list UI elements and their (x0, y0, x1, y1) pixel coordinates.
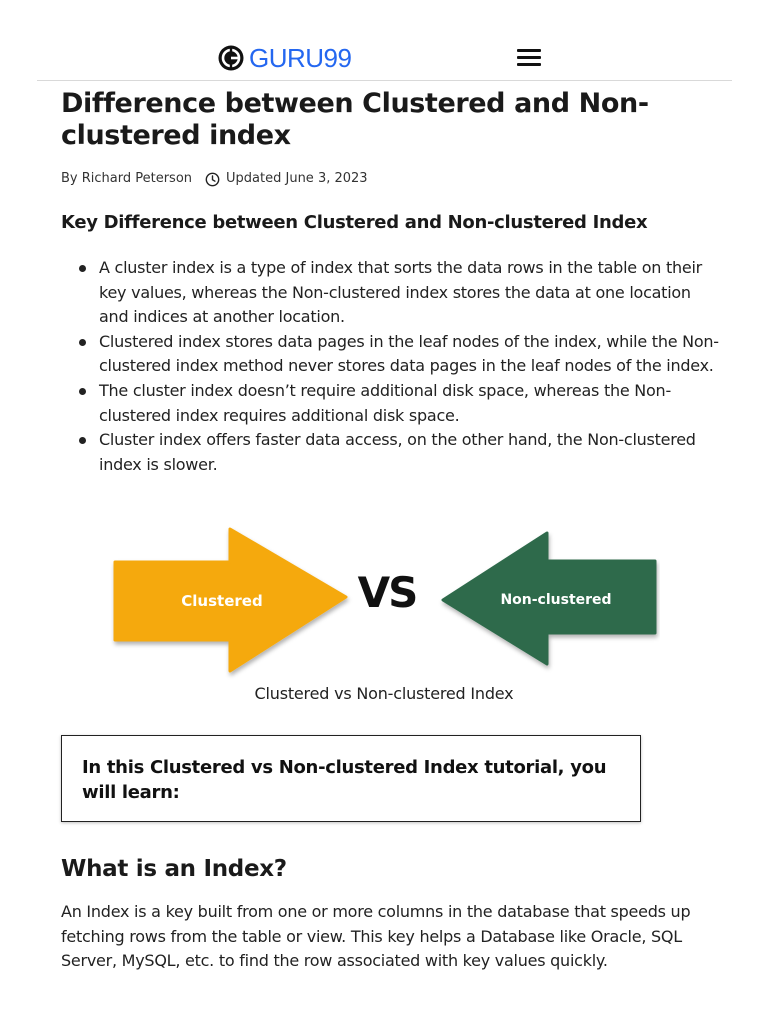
what-is-index-paragraph: An Index is a key built from one or more columns in the database that speeds up fetching rows from the table or view. This key helps a Database like Oracle, SQL Server, MySQL, etc. to find the row associated with key values quickly. (61, 902, 691, 971)
key-difference-list (61, 256, 721, 477)
list-item: Clustered index stores data pages in the leaf nodes of the index, while the Non-clustered index method never stores data pages in the leaf nodes of the index. (99, 330, 721, 379)
key-difference-heading: Key Difference between Clustered and Non-clustered Index (61, 212, 648, 233)
page-title: Difference between Clustered and Non-clustered index (61, 88, 649, 151)
tutorial-contents-title: In this Clustered vs Non-clustered Index tutorial, you will learn: (82, 757, 607, 803)
clock-icon (205, 172, 220, 187)
guru99-logo-icon (218, 45, 244, 71)
list-item: Cluster index offers faster data access, on the other hand, the Non-clustered index is slower. (99, 428, 721, 477)
tutorial-contents-box (61, 735, 641, 822)
figure-illustration (110, 525, 660, 680)
author-name[interactable]: By Richard Peterson (61, 171, 193, 186)
hamburger-menu-icon[interactable] (517, 46, 541, 68)
what-is-index-heading: What is an Index? (61, 856, 287, 882)
updated-date: Updated June 3, 2023 (226, 171, 368, 186)
article-meta (61, 170, 368, 188)
clustered-vs-nonclustered-figure (110, 525, 660, 680)
clustered-arrow-label: Clustered (181, 592, 263, 610)
vs-label: VS (357, 568, 417, 617)
list-item: A cluster index is a type of index that sorts the data rows in the table on their key values, whereas the Non-clustered index stores the data at one location and indices at another location. (99, 256, 721, 330)
figure-caption: Clustered vs Non-clustered Index (254, 684, 514, 703)
site-header (37, 0, 732, 81)
logo-text: GURU99 (249, 43, 352, 73)
guru99-logo[interactable] (218, 44, 351, 72)
list-item: The cluster index doesn’t require additional disk space, whereas the Non-clustered index requires additional disk space. (99, 379, 721, 428)
nonclustered-arrow-label: Non-clustered (500, 592, 612, 608)
